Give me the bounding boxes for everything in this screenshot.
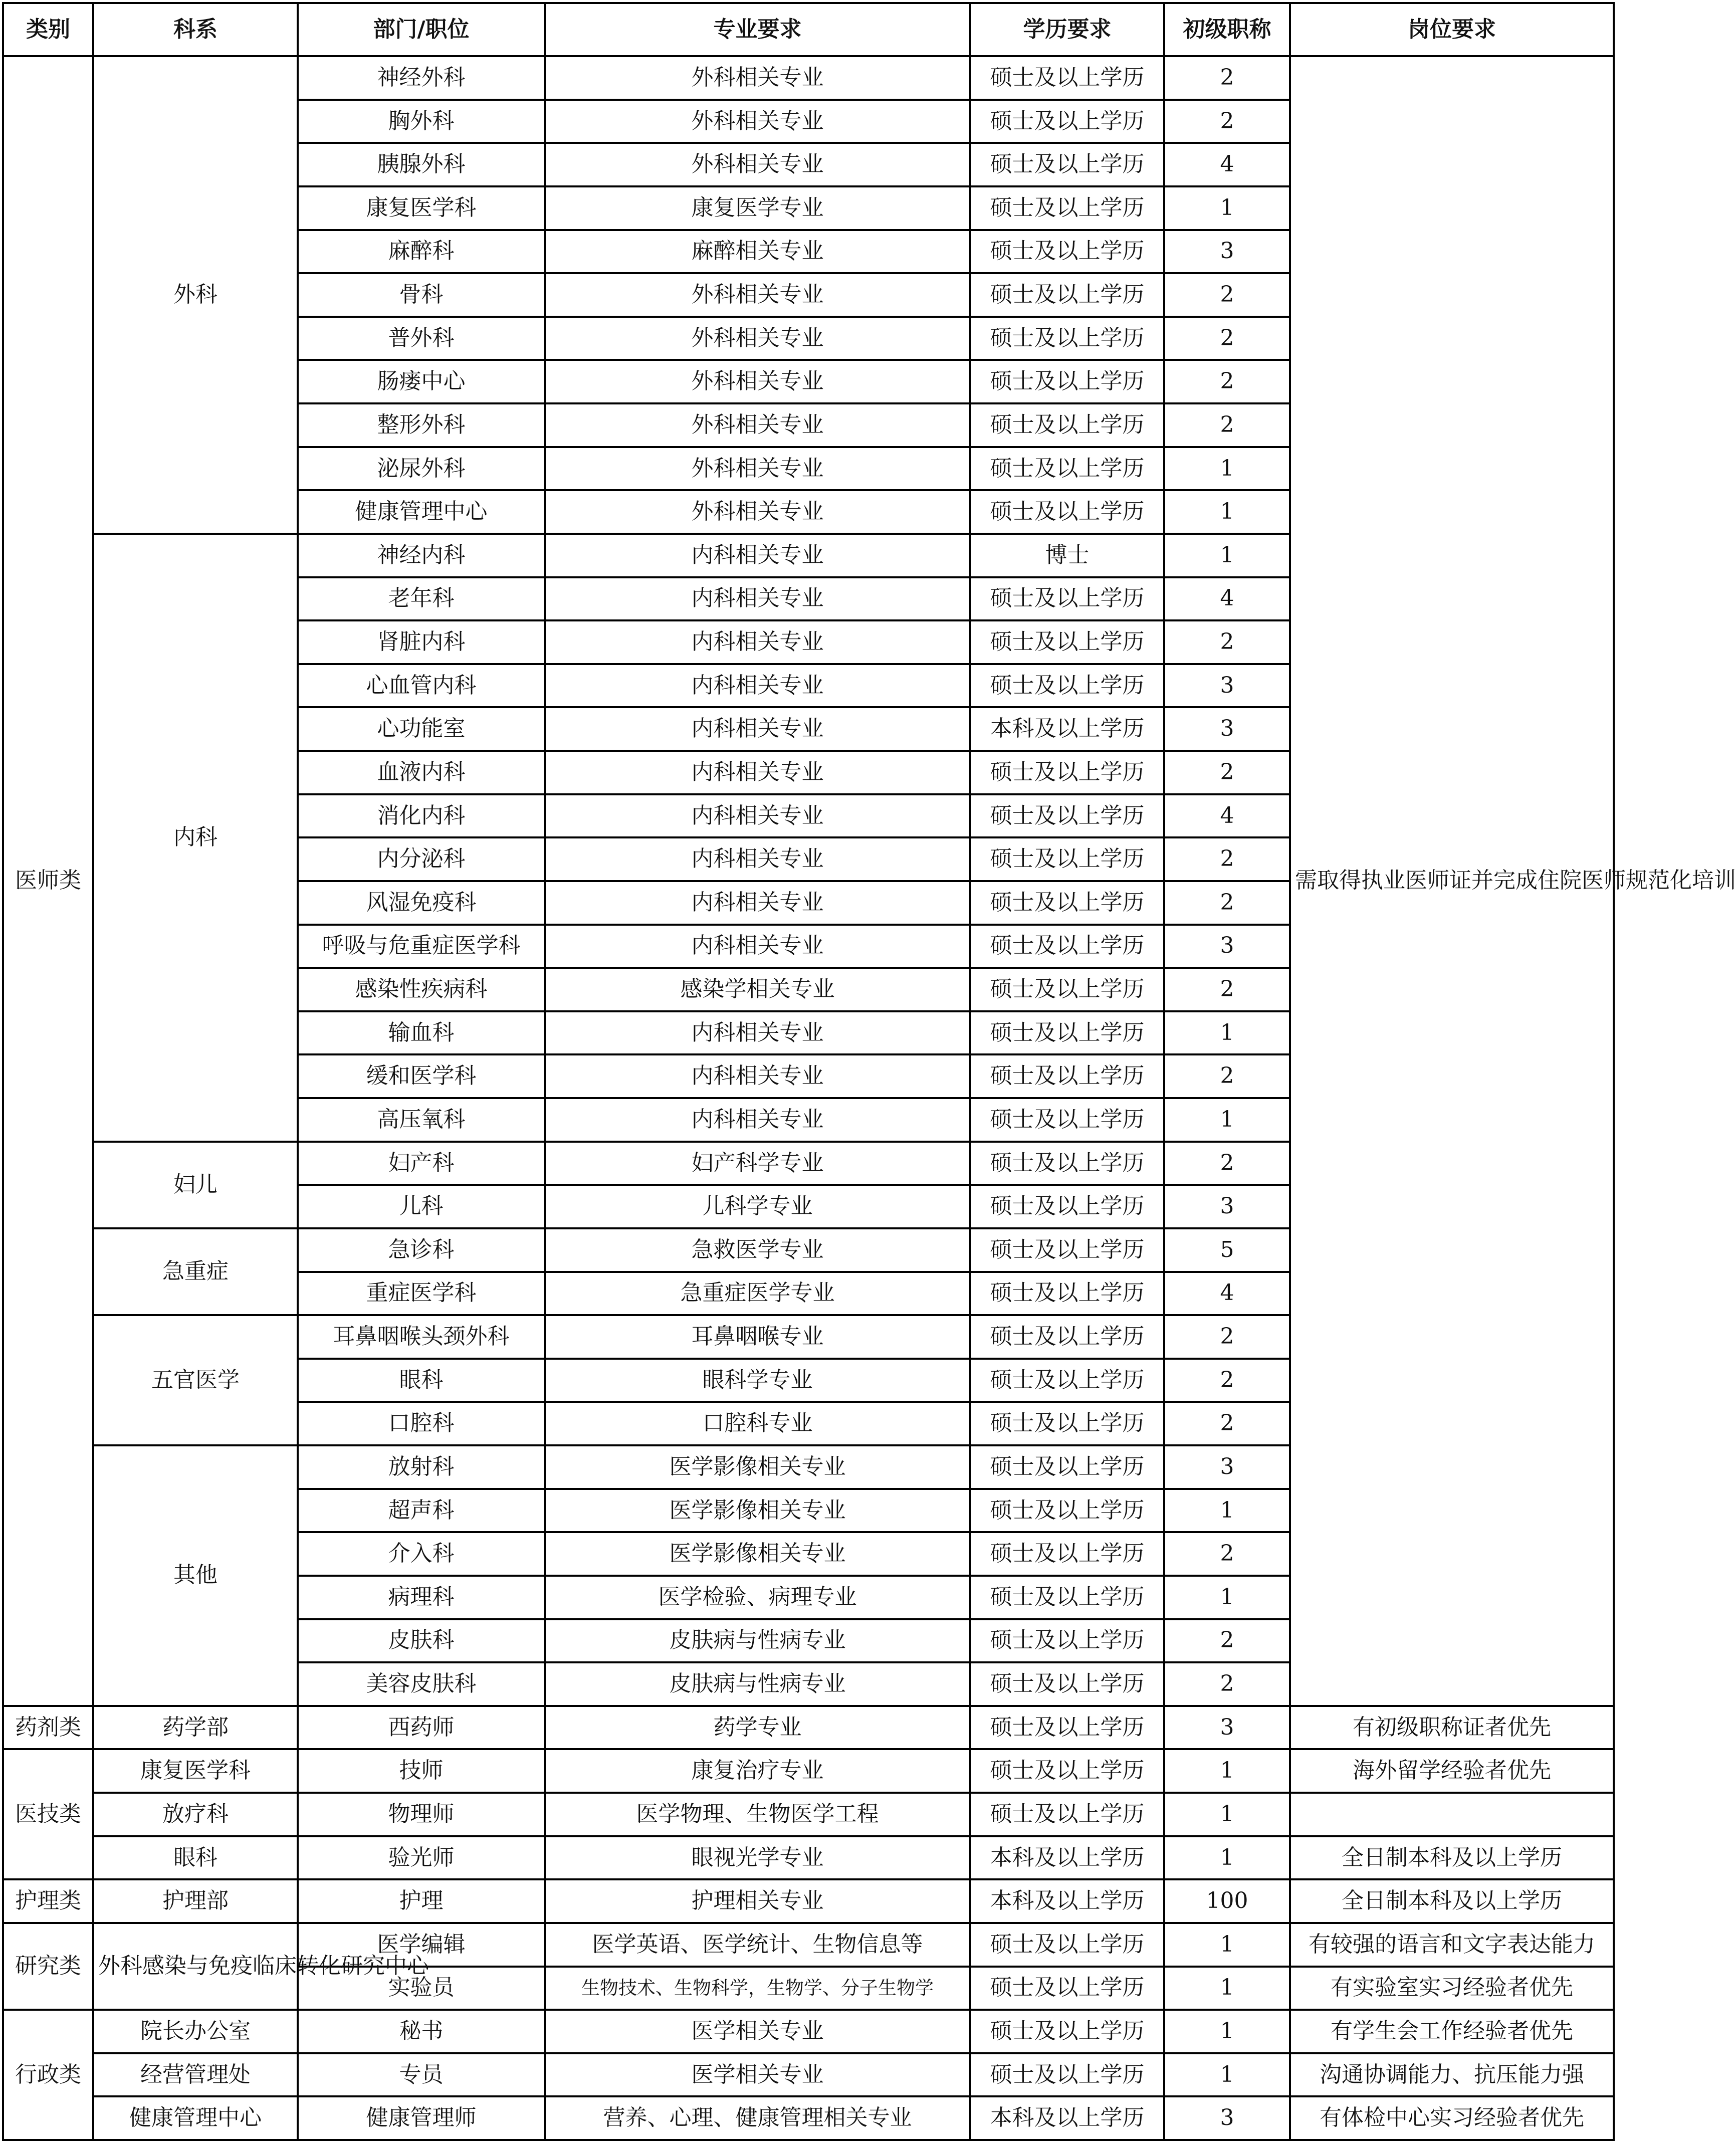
major-cell: 医学影像相关专业 (545, 1445, 970, 1489)
title-count-cell: 2 (1164, 620, 1290, 664)
table-header (3, 3, 1614, 56)
position-cell: 专员 (298, 2053, 545, 2097)
position-cell: 神经内科 (298, 534, 545, 577)
major-cell: 内科相关专业 (545, 751, 970, 794)
position-cell: 胰腺外科 (298, 143, 545, 186)
table-row (3, 1793, 1614, 1836)
title-count-cell: 2 (1164, 1532, 1290, 1576)
title-count-cell: 1 (1164, 186, 1290, 230)
major-cell: 内科相关专业 (545, 620, 970, 664)
education-cell: 硕士及以上学历 (970, 490, 1164, 534)
position-cell: 护理 (298, 1879, 545, 1923)
education-cell: 硕士及以上学历 (970, 1228, 1164, 1272)
major-cell: 外科相关专业 (545, 143, 970, 186)
position-cell: 泌尿外科 (298, 447, 545, 491)
job-requirement-cell: 有较强的语言和文字表达能力 (1290, 1923, 1614, 1967)
title-count-cell: 2 (1164, 1662, 1290, 1706)
position-cell: 放射科 (298, 1445, 545, 1489)
position-cell: 风湿免疫科 (298, 881, 545, 925)
major-cell: 眼视光学专业 (545, 1836, 970, 1880)
major-cell: 内科相关专业 (545, 664, 970, 708)
education-cell: 硕士及以上学历 (970, 1359, 1164, 1402)
title-count-cell: 3 (1164, 707, 1290, 751)
header-position: 部门/职位 (298, 3, 545, 56)
major-cell: 生物技术、生物科学，生物学、分子生物学 (545, 1967, 970, 2010)
major-cell: 康复医学专业 (545, 186, 970, 230)
title-count-cell: 4 (1164, 577, 1290, 621)
title-count-cell: 2 (1164, 403, 1290, 447)
title-count-cell: 1 (1164, 1489, 1290, 1533)
department-group-cell: 其他 (93, 1445, 298, 1706)
major-cell: 内科相关专业 (545, 577, 970, 621)
major-cell: 外科相关专业 (545, 403, 970, 447)
major-cell: 内科相关专业 (545, 707, 970, 751)
position-cell: 儿科 (298, 1185, 545, 1228)
department-group-cell: 经营管理处 (93, 2053, 298, 2097)
department-group-cell: 药学部 (93, 1706, 298, 1750)
department-group-cell: 外科 (93, 56, 298, 534)
major-cell: 医学物理、生物医学工程 (545, 1793, 970, 1836)
position-cell: 技师 (298, 1749, 545, 1793)
major-cell: 内科相关专业 (545, 1098, 970, 1142)
title-count-cell: 2 (1164, 1402, 1290, 1445)
department-group-cell: 五官医学 (93, 1315, 298, 1445)
department-group-cell: 健康管理中心 (93, 2096, 298, 2140)
education-cell: 硕士及以上学历 (970, 1749, 1164, 1793)
education-cell: 博士 (970, 534, 1164, 577)
header-education: 学历要求 (970, 3, 1164, 56)
job-requirement-cell: 全日制本科及以上学历 (1290, 1836, 1614, 1880)
education-cell: 硕士及以上学历 (970, 1967, 1164, 2010)
position-cell: 眼科 (298, 1359, 545, 1402)
education-cell: 硕士及以上学历 (970, 2053, 1164, 2097)
education-cell: 硕士及以上学历 (970, 925, 1164, 968)
title-count-cell: 4 (1164, 143, 1290, 186)
education-cell: 硕士及以上学历 (970, 620, 1164, 664)
major-cell: 康复治疗专业 (545, 1749, 970, 1793)
department-group-cell: 院长办公室 (93, 2010, 298, 2053)
category-cell: 医技类 (3, 1749, 93, 1879)
position-cell: 血液内科 (298, 751, 545, 794)
position-cell: 心功能室 (298, 707, 545, 751)
major-cell: 内科相关专业 (545, 925, 970, 968)
education-cell: 硕士及以上学历 (970, 1793, 1164, 1836)
position-cell: 急诊科 (298, 1228, 545, 1272)
major-cell: 医学相关专业 (545, 2053, 970, 2097)
job-requirement-cell: 沟通协调能力、抗压能力强 (1290, 2053, 1614, 2097)
education-cell: 本科及以上学历 (970, 2096, 1164, 2140)
category-cell: 护理类 (3, 1879, 93, 1923)
major-cell: 内科相关专业 (545, 1011, 970, 1055)
header-title-count: 初级职称 (1164, 3, 1290, 56)
title-count-cell: 1 (1164, 2053, 1290, 2097)
major-cell: 急重症医学专业 (545, 1272, 970, 1316)
education-cell: 硕士及以上学历 (970, 1706, 1164, 1750)
education-cell: 本科及以上学历 (970, 707, 1164, 751)
title-count-cell: 2 (1164, 1619, 1290, 1663)
title-count-cell: 1 (1164, 490, 1290, 534)
major-cell: 护理相关专业 (545, 1879, 970, 1923)
major-cell: 外科相关专业 (545, 360, 970, 403)
major-cell: 药学专业 (545, 1706, 970, 1750)
major-cell: 口腔科专业 (545, 1402, 970, 1445)
education-cell: 本科及以上学历 (970, 1879, 1164, 1923)
position-cell: 物理师 (298, 1793, 545, 1836)
title-count-cell: 3 (1164, 2096, 1290, 2140)
title-count-cell: 1 (1164, 1098, 1290, 1142)
job-requirement-cell: 需取得执业医师证并完成住院医师规范化培训 (1290, 56, 1614, 1706)
title-count-cell: 2 (1164, 1315, 1290, 1359)
title-count-cell: 1 (1164, 447, 1290, 491)
major-cell: 内科相关专业 (545, 1054, 970, 1098)
education-cell: 硕士及以上学历 (970, 1619, 1164, 1663)
education-cell: 硕士及以上学历 (970, 1402, 1164, 1445)
major-cell: 医学影像相关专业 (545, 1489, 970, 1533)
education-cell: 硕士及以上学历 (970, 1054, 1164, 1098)
position-cell: 健康管理师 (298, 2096, 545, 2140)
position-cell: 健康管理中心 (298, 490, 545, 534)
major-cell: 儿科学专业 (545, 1185, 970, 1228)
education-cell: 硕士及以上学历 (970, 56, 1164, 100)
major-cell: 外科相关专业 (545, 490, 970, 534)
position-cell: 消化内科 (298, 794, 545, 838)
job-requirement-cell: 全日制本科及以上学历 (1290, 1879, 1614, 1923)
position-cell: 超声科 (298, 1489, 545, 1533)
major-cell: 内科相关专业 (545, 881, 970, 925)
education-cell: 硕士及以上学历 (970, 186, 1164, 230)
department-group-cell: 内科 (93, 534, 298, 1142)
major-cell: 医学影像相关专业 (545, 1532, 970, 1576)
job-requirement-cell: 有学生会工作经验者优先 (1290, 2010, 1614, 2053)
major-cell: 医学相关专业 (545, 2010, 970, 2053)
education-cell: 硕士及以上学历 (970, 751, 1164, 794)
title-count-cell: 1 (1164, 1923, 1290, 1967)
education-cell: 硕士及以上学历 (970, 447, 1164, 491)
education-cell: 硕士及以上学历 (970, 968, 1164, 1011)
title-count-cell: 3 (1164, 1706, 1290, 1750)
education-cell: 硕士及以上学历 (970, 1923, 1164, 1967)
position-cell: 胸外科 (298, 100, 545, 143)
job-requirement-cell: 有体检中心实习经验者优先 (1290, 2096, 1614, 2140)
education-cell: 硕士及以上学历 (970, 317, 1164, 360)
position-cell: 内分泌科 (298, 837, 545, 881)
major-cell: 内科相关专业 (545, 794, 970, 838)
department-group-cell: 放疗科 (93, 1793, 298, 1836)
position-cell: 普外科 (298, 317, 545, 360)
major-cell: 外科相关专业 (545, 447, 970, 491)
major-cell: 外科相关专业 (545, 273, 970, 317)
education-cell: 硕士及以上学历 (970, 664, 1164, 708)
position-cell: 重症医学科 (298, 1272, 545, 1316)
position-cell: 皮肤科 (298, 1619, 545, 1663)
header-major: 专业要求 (545, 3, 970, 56)
education-cell: 硕士及以上学历 (970, 100, 1164, 143)
header-job-requirement: 岗位要求 (1290, 3, 1614, 56)
table-row (3, 56, 1614, 100)
position-cell: 实验员 (298, 1967, 545, 2010)
table-row (3, 1836, 1614, 1880)
header-row (3, 3, 1614, 56)
position-cell: 西药师 (298, 1706, 545, 1750)
major-cell: 内科相关专业 (545, 534, 970, 577)
title-count-cell: 2 (1164, 56, 1290, 100)
department-group-cell: 眼科 (93, 1836, 298, 1880)
title-count-cell: 2 (1164, 1359, 1290, 1402)
major-cell: 外科相关专业 (545, 317, 970, 360)
position-cell: 介入科 (298, 1532, 545, 1576)
title-count-cell: 5 (1164, 1228, 1290, 1272)
major-cell: 急救医学专业 (545, 1228, 970, 1272)
position-cell: 验光师 (298, 1836, 545, 1880)
title-count-cell: 2 (1164, 100, 1290, 143)
major-cell: 外科相关专业 (545, 56, 970, 100)
position-cell: 医学编辑 (298, 1923, 545, 1967)
title-count-cell: 2 (1164, 881, 1290, 925)
education-cell: 硕士及以上学历 (970, 2010, 1164, 2053)
category-cell: 药剂类 (3, 1706, 93, 1750)
education-cell: 硕士及以上学历 (970, 837, 1164, 881)
education-cell: 硕士及以上学历 (970, 1185, 1164, 1228)
position-cell: 输血科 (298, 1011, 545, 1055)
major-cell: 皮肤病与性病专业 (545, 1662, 970, 1706)
major-cell: 皮肤病与性病专业 (545, 1619, 970, 1663)
title-count-cell: 1 (1164, 1749, 1290, 1793)
major-cell: 妇产科学专业 (545, 1142, 970, 1185)
table-row (3, 1879, 1614, 1923)
major-cell: 内科相关专业 (545, 837, 970, 881)
position-cell: 肾脏内科 (298, 620, 545, 664)
education-cell: 本科及以上学历 (970, 1836, 1164, 1880)
title-count-cell: 100 (1164, 1879, 1290, 1923)
category-cell: 行政类 (3, 2010, 93, 2140)
department-group-cell: 急重症 (93, 1228, 298, 1315)
table-row (3, 2010, 1614, 2053)
header-department-group: 科系 (93, 3, 298, 56)
education-cell: 硕士及以上学历 (970, 1142, 1164, 1185)
title-count-cell: 4 (1164, 1272, 1290, 1316)
position-cell: 病理科 (298, 1576, 545, 1619)
position-cell: 呼吸与危重症医学科 (298, 925, 545, 968)
education-cell: 硕士及以上学历 (970, 1445, 1164, 1489)
table-row (3, 1706, 1614, 1750)
title-count-cell: 2 (1164, 273, 1290, 317)
title-count-cell: 3 (1164, 925, 1290, 968)
title-count-cell: 3 (1164, 664, 1290, 708)
department-group-cell: 康复医学科 (93, 1749, 298, 1793)
department-group-cell: 妇儿 (93, 1142, 298, 1228)
education-cell: 硕士及以上学历 (970, 1098, 1164, 1142)
education-cell: 硕士及以上学历 (970, 1662, 1164, 1706)
position-cell: 缓和医学科 (298, 1054, 545, 1098)
position-cell: 感染性疾病科 (298, 968, 545, 1011)
table-row (3, 2096, 1614, 2140)
header-category: 类别 (3, 3, 93, 56)
title-count-cell: 4 (1164, 794, 1290, 838)
title-count-cell: 3 (1164, 1185, 1290, 1228)
education-cell: 硕士及以上学历 (970, 1489, 1164, 1533)
table-row (3, 1923, 1614, 1967)
education-cell: 硕士及以上学历 (970, 1315, 1164, 1359)
title-count-cell: 2 (1164, 1142, 1290, 1185)
table-row (3, 1749, 1614, 1793)
job-requirement-cell (1290, 1793, 1614, 1836)
position-cell: 高压氧科 (298, 1098, 545, 1142)
job-requirement-cell: 有实验室实习经验者优先 (1290, 1967, 1614, 2010)
education-cell: 硕士及以上学历 (970, 1576, 1164, 1619)
recruitment-table (2, 2, 1736, 2141)
title-count-cell: 2 (1164, 751, 1290, 794)
title-count-cell: 1 (1164, 1793, 1290, 1836)
position-cell: 神经外科 (298, 56, 545, 100)
position-cell: 妇产科 (298, 1142, 545, 1185)
department-group-cell: 护理部 (93, 1879, 298, 1923)
title-count-cell: 1 (1164, 2010, 1290, 2053)
education-cell: 硕士及以上学历 (970, 577, 1164, 621)
education-cell: 硕士及以上学历 (970, 230, 1164, 274)
title-count-cell: 1 (1164, 1967, 1290, 2010)
major-cell: 眼科学专业 (545, 1359, 970, 1402)
table-row (3, 2053, 1614, 2097)
title-count-cell: 2 (1164, 360, 1290, 403)
position-cell: 骨科 (298, 273, 545, 317)
major-cell: 医学英语、医学统计、生物信息等 (545, 1923, 970, 1967)
position-cell: 秘书 (298, 2010, 545, 2053)
position-cell: 整形外科 (298, 403, 545, 447)
position-cell: 肠瘘中心 (298, 360, 545, 403)
title-count-cell: 1 (1164, 534, 1290, 577)
position-cell: 耳鼻咽喉头颈外科 (298, 1315, 545, 1359)
position-cell: 麻醉科 (298, 230, 545, 274)
education-cell: 硕士及以上学历 (970, 273, 1164, 317)
major-cell: 外科相关专业 (545, 100, 970, 143)
title-count-cell: 3 (1164, 230, 1290, 274)
title-count-cell: 2 (1164, 1054, 1290, 1098)
table-body (3, 56, 1736, 2140)
title-count-cell: 2 (1164, 837, 1290, 881)
job-requirement-cell: 海外留学经验者优先 (1290, 1749, 1614, 1793)
major-cell: 医学检验、病理专业 (545, 1576, 970, 1619)
education-cell: 硕士及以上学历 (970, 1011, 1164, 1055)
position-cell: 老年科 (298, 577, 545, 621)
title-count-cell: 1 (1164, 1576, 1290, 1619)
category-cell: 医师类 (3, 56, 93, 1706)
education-cell: 硕士及以上学历 (970, 143, 1164, 186)
title-count-cell: 1 (1164, 1836, 1290, 1880)
major-cell: 感染学相关专业 (545, 968, 970, 1011)
title-count-cell: 2 (1164, 968, 1290, 1011)
position-cell: 美容皮肤科 (298, 1662, 545, 1706)
education-cell: 硕士及以上学历 (970, 403, 1164, 447)
department-group-cell: 外科感染与免疫临床转化研究中心 (93, 1923, 298, 2010)
job-requirement-cell: 有初级职称证者优先 (1290, 1706, 1614, 1750)
education-cell: 硕士及以上学历 (970, 1532, 1164, 1576)
position-cell: 康复医学科 (298, 186, 545, 230)
title-count-cell: 1 (1164, 1011, 1290, 1055)
major-cell: 麻醉相关专业 (545, 230, 970, 274)
position-cell: 心血管内科 (298, 664, 545, 708)
major-cell: 耳鼻咽喉专业 (545, 1315, 970, 1359)
education-cell: 硕士及以上学历 (970, 881, 1164, 925)
education-cell: 硕士及以上学历 (970, 360, 1164, 403)
major-cell: 营养、心理、健康管理相关专业 (545, 2096, 970, 2140)
position-cell: 口腔科 (298, 1402, 545, 1445)
title-count-cell: 3 (1164, 1445, 1290, 1489)
title-count-cell: 2 (1164, 317, 1290, 360)
education-cell: 硕士及以上学历 (970, 794, 1164, 838)
category-cell: 研究类 (3, 1923, 93, 2010)
education-cell: 硕士及以上学历 (970, 1272, 1164, 1316)
